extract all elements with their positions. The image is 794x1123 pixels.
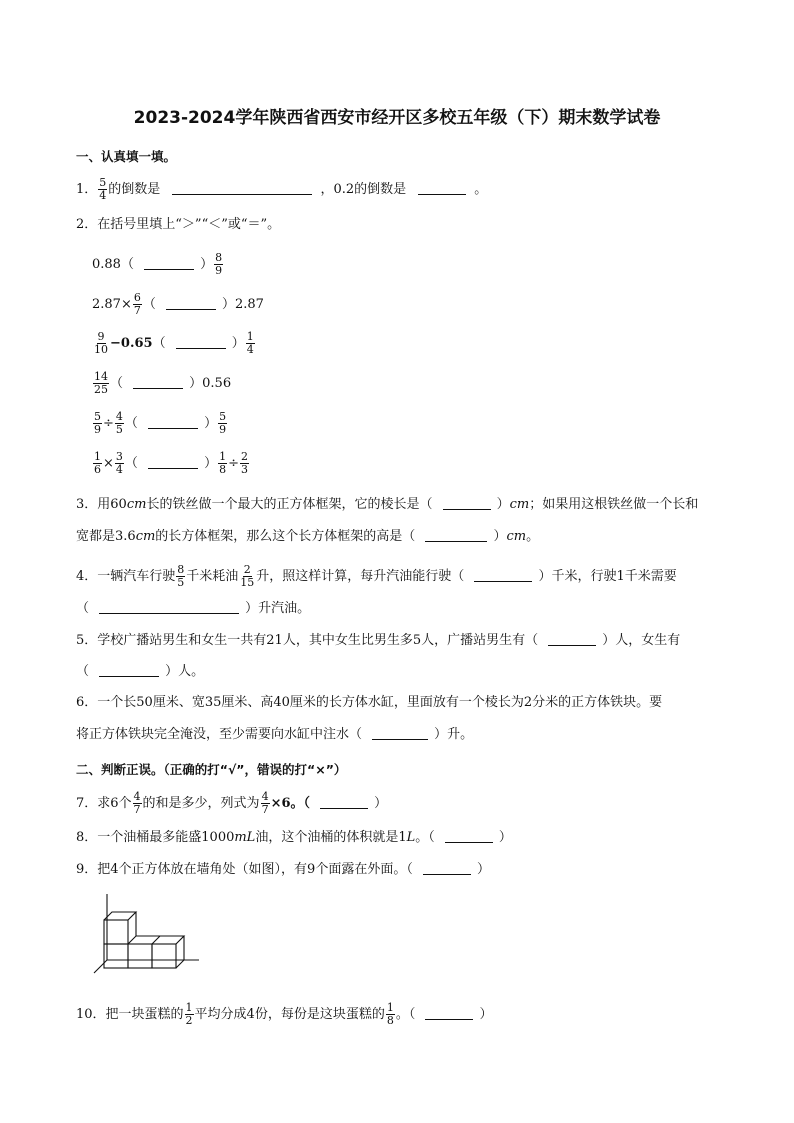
q2-text: −0.65 — [110, 336, 153, 351]
q1-text: 。 — [474, 182, 488, 197]
fraction: $\frac{6}{7}$ — [133, 291, 141, 317]
q2-text: （ — [124, 416, 138, 431]
q3-text: 。 — [526, 529, 540, 544]
corner-edge — [94, 960, 107, 973]
fraction: $\frac{1}{8}$ — [219, 450, 227, 476]
q4-text: 升，照这样计算，每升汽油能行驶（ — [256, 569, 465, 584]
fraction: $\frac{1}{2}$ — [185, 1001, 193, 1027]
q2-text: ） — [204, 416, 218, 431]
q8-text: ） — [498, 830, 512, 845]
answer-blank[interactable] — [425, 1007, 473, 1020]
unit: mL — [234, 830, 256, 845]
q6-text: ）升。 — [434, 727, 474, 742]
question-8 — [76, 829, 512, 847]
question-7 — [76, 791, 387, 816]
q3-text: 的长方体框架，那么这个长方体框架的高是（ — [155, 529, 416, 544]
question-3-line-1 — [76, 496, 698, 514]
unit: cm — [126, 497, 147, 512]
cube-top — [104, 912, 136, 920]
q2-text: ） — [204, 456, 218, 471]
question-5-line-1 — [76, 632, 680, 650]
answer-blank[interactable] — [445, 830, 493, 843]
fraction: $\frac{1}{8}$ — [386, 1001, 394, 1027]
q2-item-a — [92, 252, 224, 277]
q9-text: ） — [476, 862, 490, 877]
answer-blank[interactable] — [176, 336, 226, 349]
fraction: $\frac{5}{9}$ — [219, 410, 227, 436]
operator: ÷ — [228, 456, 239, 471]
q4-text: 千米耗油 — [186, 569, 239, 584]
section-1-heading: 一、认真填一填。 — [76, 149, 177, 164]
answer-blank[interactable] — [99, 601, 239, 614]
q8-text: 。（ — [415, 830, 435, 845]
answer-blank[interactable] — [474, 569, 532, 582]
unit: cm — [509, 497, 530, 512]
answer-blank[interactable] — [423, 862, 471, 875]
fraction: $\frac{8}{9}$ — [215, 251, 223, 277]
unit: cm — [135, 529, 156, 544]
q2-item-e — [92, 411, 228, 436]
answer-blank[interactable] — [166, 297, 216, 310]
answer-blank[interactable] — [418, 182, 466, 195]
answer-blank[interactable] — [133, 376, 183, 389]
q2-text: ）2.87 — [222, 297, 264, 312]
question-4-line-1 — [76, 564, 677, 589]
q4-text: 4．一辆汽车行驶 — [76, 569, 176, 584]
fraction: $\frac{1}{6}$ — [94, 450, 101, 476]
q2-item-f — [92, 451, 250, 476]
question-4-line-2 — [76, 600, 310, 618]
question-6-line-2 — [76, 726, 473, 744]
answer-blank[interactable] — [148, 416, 198, 429]
q3-text: 3．用60 — [76, 497, 127, 512]
fraction: $\frac{8}{5}$ — [177, 563, 185, 589]
answer-blank[interactable] — [172, 182, 312, 195]
fraction: $\frac{3}{4}$ — [115, 450, 123, 476]
q2-text: （ — [110, 376, 124, 391]
q7-text: 7．求6个 — [76, 796, 132, 811]
q3-text: 长的铁丝做一个最大的正方体框架，它的棱长是（ — [146, 497, 433, 512]
q7-text: 的和是多少，列式为 — [142, 796, 260, 811]
section-2-heading: 二、判断正误。（正确的打“√”，错误的打“×”） — [76, 762, 347, 777]
q9-text: 9．把4个正方体放在墙角处（如图），有9个面露在外面。（ — [76, 862, 413, 877]
question-1 — [76, 177, 487, 202]
cube — [104, 920, 128, 944]
q2-text: （ — [142, 297, 156, 312]
q1-text: ，0.2的倒数是 — [320, 182, 407, 197]
q7-text: ） — [374, 796, 388, 811]
question-6-line-1: 6．一个长50厘米、宽35厘米、高40厘米的长方体水缸，里面放有一个棱长为2分米的正方体铁块。要 — [76, 695, 663, 710]
answer-blank[interactable] — [144, 257, 194, 270]
q2-item-c — [92, 331, 256, 356]
q7-text: ×6。（ — [270, 796, 311, 811]
q10-text: ） — [479, 1007, 493, 1022]
q2-text: ） — [200, 257, 214, 272]
answer-blank[interactable] — [548, 633, 596, 646]
q2-item-d — [92, 371, 231, 396]
q4-text: （ — [76, 601, 90, 616]
cube — [152, 944, 176, 968]
corner-cubes-figure — [92, 890, 212, 986]
q3-text: ） — [496, 497, 510, 512]
q2-text: ）0.56 — [189, 376, 232, 391]
fraction: $\frac{2}{15}$ — [240, 563, 255, 589]
question-5-line-2 — [76, 663, 204, 681]
q5-text: ）人。 — [165, 664, 205, 679]
fraction: $\frac{9}{10}$ — [94, 330, 108, 356]
answer-blank[interactable] — [425, 529, 487, 542]
fraction: $\frac{14}{25}$ — [94, 370, 108, 396]
fraction: $\frac{4}{7}$ — [261, 790, 269, 816]
q1-text: 的倒数是 — [108, 182, 161, 197]
q2-text: 2.87× — [92, 297, 132, 312]
fraction: $\frac{2}{3}$ — [240, 450, 248, 476]
question-2: 2．在括号里填上“＞”“＜”或“＝”。 — [76, 217, 281, 232]
question-10 — [76, 1002, 493, 1027]
q10-text: 平均分成4份，每份是这块蛋糕的 — [194, 1007, 385, 1022]
answer-blank[interactable] — [372, 727, 428, 740]
question-9 — [76, 861, 490, 879]
q2-text: ） — [231, 336, 245, 351]
q4-text: ）升汽油。 — [245, 601, 311, 616]
fraction: $\frac{5}{4}$ — [99, 176, 107, 202]
q5-text: 5．学校广播站男生和女生一共有21人，其中女生比男生多5人，广播站男生有（ — [76, 633, 539, 648]
fraction: $\frac{4}{7}$ — [133, 790, 141, 816]
page-title: 2023-2024学年陕西省西安市经开区多校五年级（下）期末数学试卷 — [133, 108, 661, 128]
q2-item-b — [92, 292, 264, 317]
q2-text: （ — [124, 456, 138, 471]
q10-text: 。（ — [395, 1007, 416, 1022]
answer-blank[interactable] — [320, 796, 368, 809]
q2-text: 0.88（ — [92, 257, 134, 272]
q1-number: 1． — [76, 182, 98, 197]
q3-text: 宽都是3.6 — [76, 529, 136, 544]
q5-text: ）人，女生有 — [602, 633, 681, 648]
answer-blank[interactable] — [148, 456, 198, 469]
q3-text: ） — [493, 529, 507, 544]
fraction: $\frac{5}{9}$ — [94, 410, 101, 436]
cube — [104, 944, 128, 968]
unit: L — [406, 830, 416, 845]
fraction: $\frac{1}{4}$ — [246, 330, 254, 356]
fraction: $\frac{4}{5}$ — [115, 410, 123, 436]
operator: × — [103, 456, 114, 471]
q3-text: ；如果用这根铁丝做一个长和 — [529, 497, 699, 512]
q2-text: （ — [152, 336, 166, 351]
q8-text: 油，这个油桶的体积就是1 — [255, 830, 407, 845]
answer-blank[interactable] — [443, 497, 491, 510]
question-3-line-2 — [76, 528, 539, 546]
q8-text: 8．一个油桶最多能盛1000 — [76, 830, 235, 845]
q6-text: 将正方体铁块完全淹没，至少需要向水缸中注水（ — [76, 727, 363, 742]
answer-blank[interactable] — [99, 664, 159, 677]
q5-text: （ — [76, 664, 90, 679]
operator: ÷ — [103, 416, 114, 431]
q10-text: 10．把一块蛋糕的 — [76, 1007, 184, 1022]
unit: cm — [506, 529, 527, 544]
q4-text: ）千米，行驶1千米需要 — [538, 569, 677, 584]
cube — [128, 944, 152, 968]
